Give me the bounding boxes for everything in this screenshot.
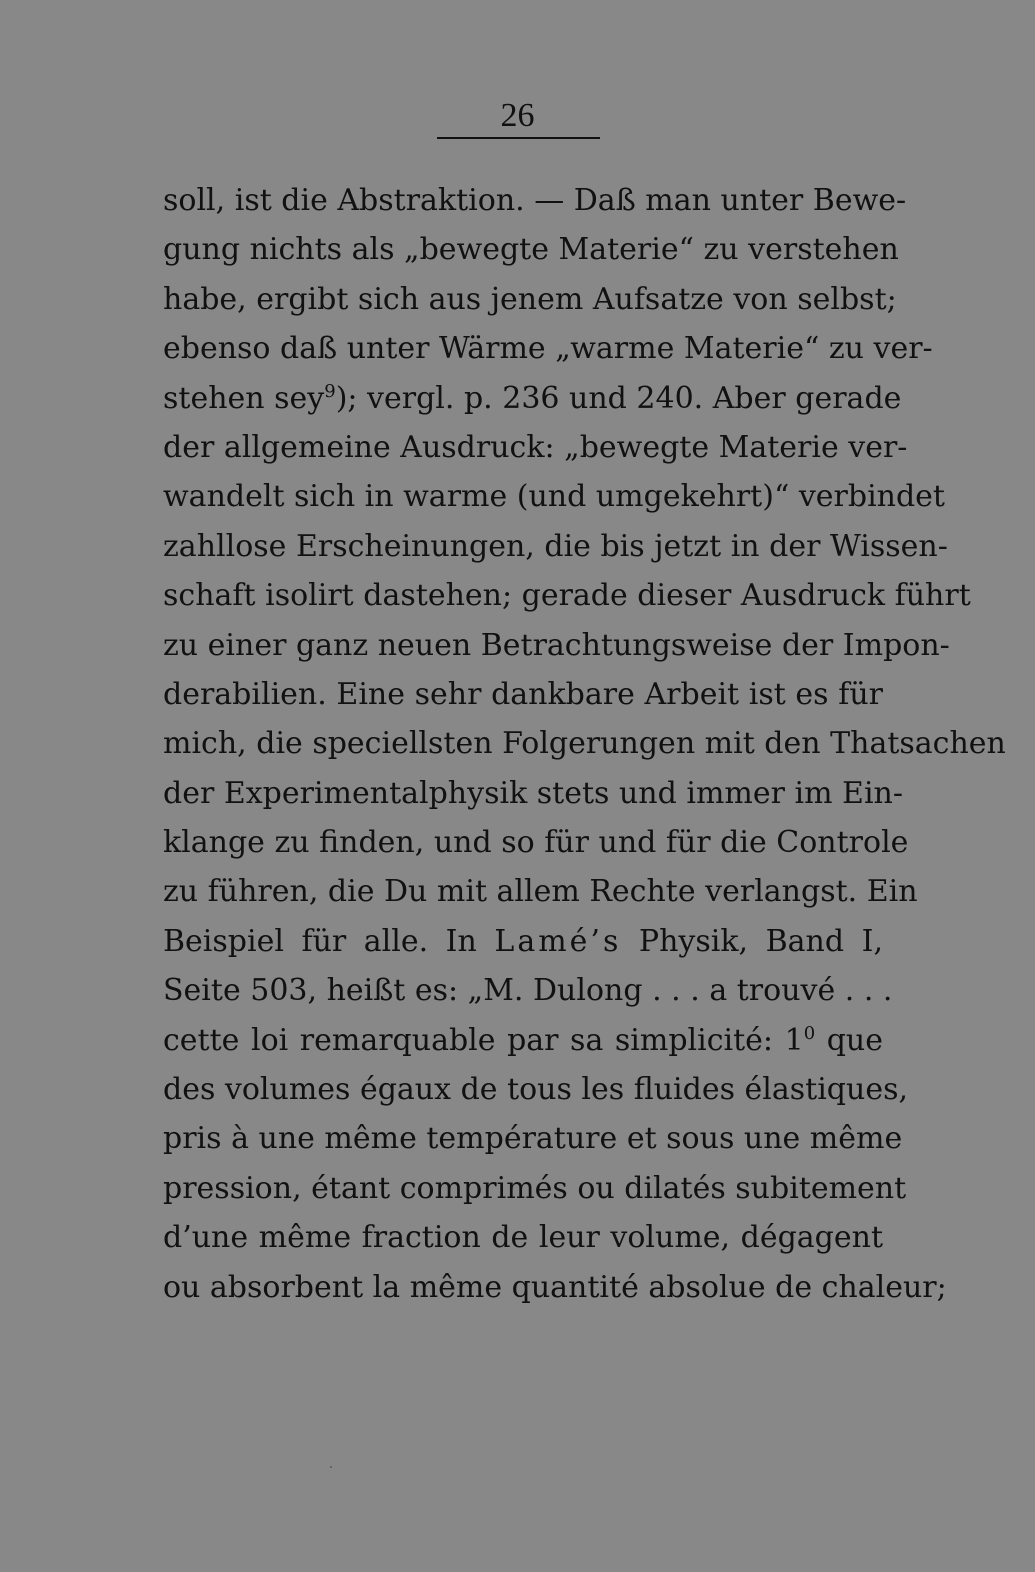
text-line-10: zu einer ganz neuen Betrachtungsweise der Impon- bbox=[163, 627, 950, 663]
text-line-12: mich, die speciellsten Folgerungen mit den Thatsachen bbox=[163, 726, 1006, 762]
text-line-8: zahllose Erscheinungen, die bis jetzt in der Wissen- bbox=[163, 528, 948, 564]
text-line-7: wandelt sich in warme (und umgekehrt)“ verbindet bbox=[163, 479, 945, 515]
body-text bbox=[163, 176, 1006, 1312]
text-line-3: habe, ergibt sich aus jenem Aufsatze von selbst; bbox=[163, 281, 897, 317]
text-line-13: der Experimentalphysik stets und immer im Ein- bbox=[163, 775, 904, 811]
text-line-23: ou absorbent la même quantité absolue de chaleur; bbox=[163, 1269, 947, 1305]
text-line-6: der allgemeine Ausdruck: „bewegte Materie ver- bbox=[163, 429, 908, 465]
text-line-1: soll, ist die Abstraktion. — Daß man unter Bewe- bbox=[163, 183, 907, 218]
text-line-16-start: Beispiel für alle. In bbox=[163, 923, 477, 959]
text-line-5-end: ); vergl. p. 236 und 240. Aber gerade bbox=[335, 380, 902, 416]
text-line-20: pris à une même température et sous une même bbox=[163, 1121, 903, 1157]
text-line-2: gung nichts als „bewegte Materie“ zu verstehen bbox=[163, 232, 899, 268]
text-line-16 bbox=[163, 917, 883, 966]
spaced-author-name: Lamé’s bbox=[494, 923, 622, 959]
text-line-19: des volumes égaux de tous les fluides élastiques, bbox=[163, 1072, 909, 1108]
text-line-21: pression, étant comprimés ou dilatés subitement bbox=[163, 1170, 907, 1206]
text-line-9: schaft isolirt dastehen; gerade dieser Ausdruck führt bbox=[163, 578, 971, 614]
text-line-16-end: Physik, Band I, bbox=[621, 923, 883, 959]
text-line-5-start: stehen sey bbox=[163, 380, 325, 416]
text-line-22: d’une même fraction de leur volume, dégagent bbox=[163, 1220, 883, 1256]
header-rule bbox=[437, 137, 600, 139]
footnote-marker: 9 bbox=[324, 380, 336, 402]
text-line-11: derabilien. Eine sehr dankbare Arbeit ist es für bbox=[163, 676, 883, 712]
text-line-18-end: que bbox=[815, 1022, 883, 1058]
text-line-18-start: cette loi remarquable par sa simplicité: 1 bbox=[163, 1022, 804, 1058]
degree-superscript: 0 bbox=[803, 1022, 816, 1044]
text-line-14: klange zu finden, und so für und für die Controle bbox=[163, 825, 909, 861]
text-line-5 bbox=[163, 374, 902, 423]
page-number: 26 bbox=[500, 97, 535, 134]
text-line-4: ebenso daß unter Wärme „warme Materie“ zu ver- bbox=[163, 331, 933, 367]
text-line-18 bbox=[163, 1016, 883, 1065]
scan-speck bbox=[330, 1466, 332, 1468]
text-line-15: zu führen, die Du mit allem Rechte verlangst. Ein bbox=[163, 874, 918, 910]
text-line-17: Seite 503, heißt es: „M. Dulong . . . a trouvé . . . bbox=[163, 973, 893, 1009]
